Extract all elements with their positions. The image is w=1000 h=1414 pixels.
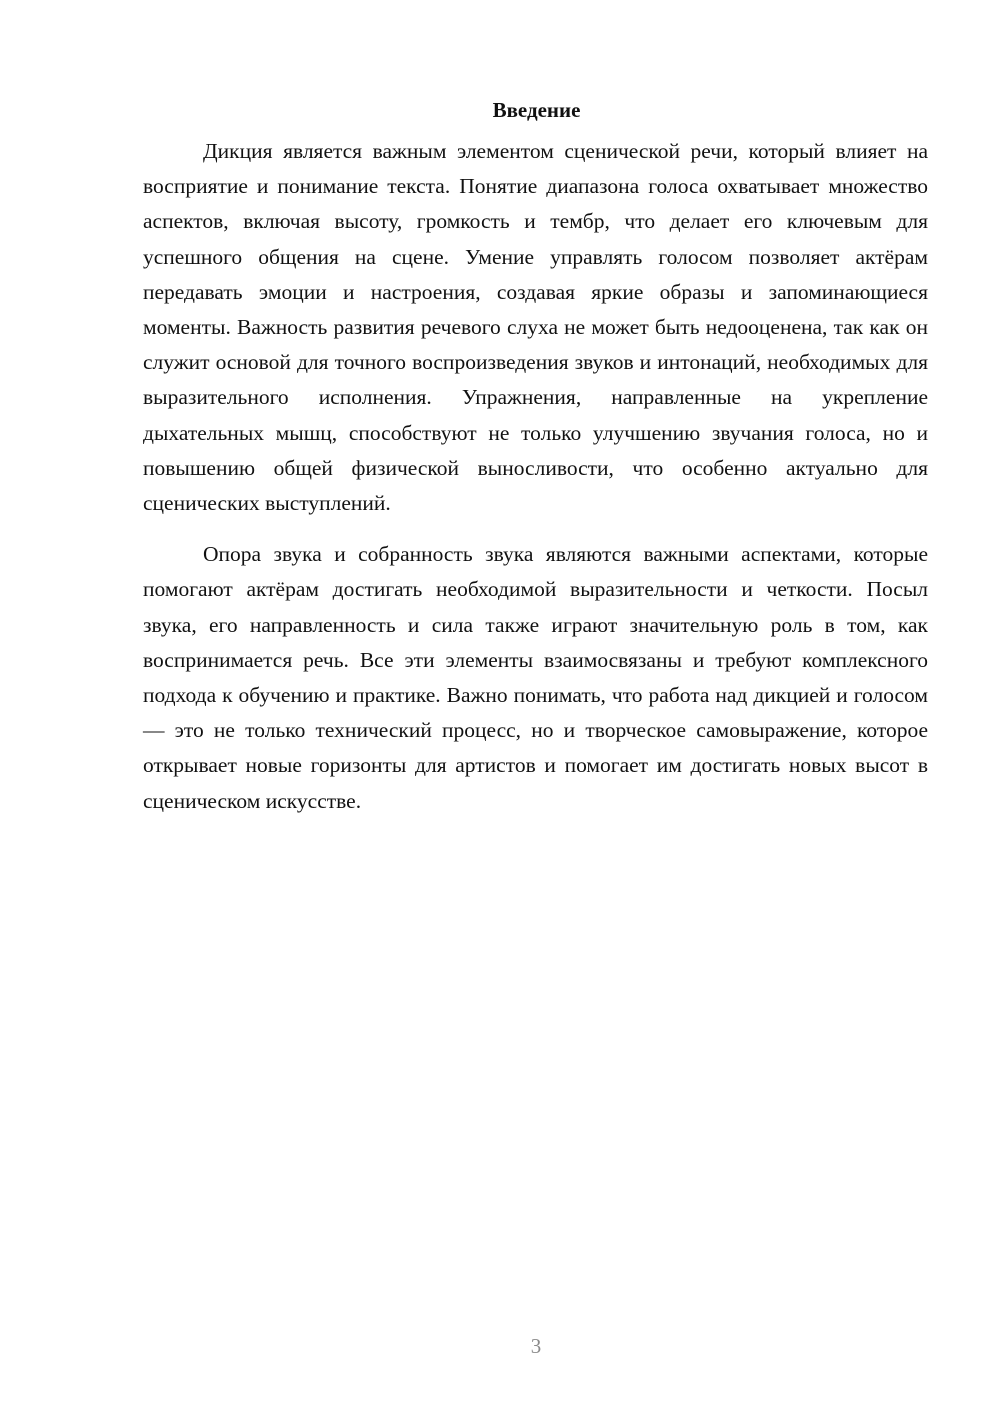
page-number: 3 [530, 1334, 542, 1358]
page-content [143, 92, 928, 819]
section-title: Введение [492, 98, 581, 122]
body-paragraph-2: Опора звука и собранность звука являются важными аспектами, которые помогают актёрам достигать необходимой выразительности и четкости. Посыл звука, его направленность и сила также играют значительную роль в том, как воспринимается речь. Все эти элементы взаимосвязаны и требуют комплексного подхода к обучению и практике. Важно понимать, что работа над дикцией и голосом — это не только технический процесс, но и творческое самовыражение, которое открывает новые горизонты для артистов и помогает им достигать новых высот в сценическом искусстве. [143, 542, 928, 813]
body-paragraph-1: Дикция является важным элементом сценической речи, который влияет на восприятие и понимание текста. Понятие диапазона голоса охватывает множество аспектов, включая высоту, громкость и тембр, что делает его ключевым для успешного общения на сцене. Умение управлять голосом позволяет актёрам передавать эмоции и настроения, создавая яркие образы и запоминающиеся моменты. Важность развития речевого слуха не может быть недооценена, так как он служит основой для точного воспроизведения звуков и интонаций, необходимых для выразительного исполнения. Упражнения, направленные на укрепление дыхательных мышц, способствуют не только улучшению звучания голоса, но и повышению общей физической выносливости, что особенно актуально для сценических выступлений. [143, 139, 928, 516]
